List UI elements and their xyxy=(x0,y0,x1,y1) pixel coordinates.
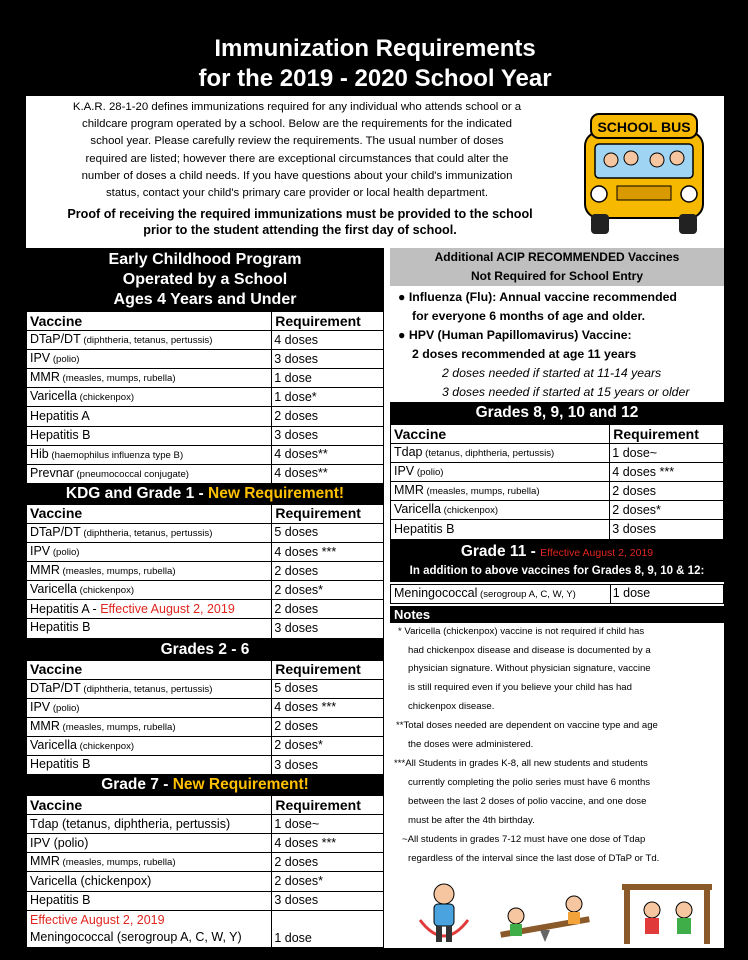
requirement-value: 3 doses xyxy=(610,520,724,539)
kids-playing-illustration xyxy=(390,880,724,946)
vaccine-detail: (chickenpox) xyxy=(77,585,135,597)
vaccine-name: Varicella xyxy=(30,582,78,597)
requirement-value: 2 doses xyxy=(272,407,384,426)
kdg-title-accent: New Requirement! xyxy=(208,484,345,502)
table-row xyxy=(27,407,384,426)
vaccine-name: Hepatitis B xyxy=(394,521,455,536)
vaccine-name: IPV (polio) xyxy=(27,834,272,853)
note-line: must be after the 4th birthday. xyxy=(408,814,535,826)
requirement-value: 3 doses xyxy=(272,755,384,774)
grade-11-table xyxy=(390,584,724,604)
requirement-value: 4 doses *** xyxy=(272,698,384,717)
flu-line: Influenza (Flu): Annual vaccine recommended xyxy=(408,290,677,304)
requirement-value: 1 dose xyxy=(272,910,384,947)
flu-item xyxy=(398,288,724,307)
kdg-section-title xyxy=(26,484,384,504)
title-line-2: for the 2019 - 2020 School Year xyxy=(198,65,552,92)
note-line: chickenpox disease. xyxy=(408,701,495,713)
note-line: ~All students in grades 7-12 must have one dose of Tdap xyxy=(402,833,646,845)
acip-title-line: Not Required for School Entry xyxy=(470,269,643,283)
vaccine-header: Vaccine xyxy=(27,660,272,679)
bus-sign-text: SCHOOL BUS xyxy=(597,119,691,135)
kdg-title-text: KDG and Grade 1 - xyxy=(65,484,209,502)
vaccine-name: Meningococcal xyxy=(394,585,478,600)
early-title-line: Ages 4 Years and Under xyxy=(113,291,297,308)
vaccine-name: IPV xyxy=(30,699,51,714)
table-row xyxy=(391,584,724,603)
table-row xyxy=(27,543,384,562)
grade-11-subtitle: In addition to above vaccines for Grades 8, 9, 10 & 12: xyxy=(409,564,705,577)
flu-line: for everyone 6 months of age and older. xyxy=(412,309,646,323)
table-row xyxy=(27,834,384,853)
table-row xyxy=(27,872,384,891)
table-header-row xyxy=(391,425,724,444)
note-line: ***All Students in grades K-8, all new students and students xyxy=(394,758,648,769)
proof-notice xyxy=(36,206,564,238)
page-title xyxy=(26,30,724,96)
table-row xyxy=(27,891,384,910)
vaccine-detail: (polio) xyxy=(50,354,80,366)
hpv-item xyxy=(398,326,724,345)
hpv-note: 2 doses needed if started at 11-14 years xyxy=(442,366,662,380)
table-row xyxy=(27,445,384,464)
vaccine-detail: (polio) xyxy=(50,702,80,714)
table-row xyxy=(391,520,724,539)
table-row xyxy=(27,523,384,542)
table-row xyxy=(27,698,384,717)
vaccine-name: Hepatitis B xyxy=(30,757,91,772)
requirement-value: 4 doses *** xyxy=(610,463,724,482)
grades-8-12-table xyxy=(390,424,724,540)
note-line: had chickenpox disease and disease is documented by a xyxy=(408,644,651,656)
requirement-value: 1 dose xyxy=(272,369,384,388)
vaccine-name: Hepatitis B xyxy=(30,620,91,635)
grades-8-12-title: Grades 8, 9, 10 and 12 xyxy=(390,402,724,424)
grades-2-6-table xyxy=(26,660,384,776)
vaccine-detail: (chickenpox) xyxy=(77,740,135,752)
table-row xyxy=(27,717,384,736)
grades-2-6-title: Grades 2 - 6 xyxy=(26,639,384,660)
vaccine-name: Hepatitis A xyxy=(30,408,90,423)
note-line: between the last 2 doses of polio vaccine, and one dose xyxy=(408,795,647,807)
table-header-row xyxy=(27,660,384,679)
requirement-header: Requirement xyxy=(272,660,384,679)
table-row xyxy=(391,463,724,482)
requirement-value: 2 doses xyxy=(272,562,384,581)
requirement-value: 4 doses *** xyxy=(272,834,384,853)
vaccine-detail: (chickenpox) xyxy=(441,505,499,517)
vaccine-name: MMR xyxy=(30,563,60,578)
table-row xyxy=(27,755,384,774)
intro-line: number of doses a child needs. If you have questions about your child's immunization xyxy=(81,169,513,182)
requirement-value: 4 doses** xyxy=(272,445,384,464)
grade-7-title xyxy=(26,775,384,795)
requirement-value: 1 dose~ xyxy=(610,444,724,463)
vaccine-detail: (measles, mumps, rubella) xyxy=(59,373,176,385)
intro-text xyxy=(30,99,564,202)
requirement-value: 2 doses* xyxy=(272,581,384,600)
vaccine-detail: (haemophilus influenza type B) xyxy=(48,449,184,461)
requirement-header: Requirement xyxy=(272,312,384,331)
vaccine-detail: (diphtheria, tetanus, pertussis) xyxy=(80,335,213,347)
requirement-value: 4 doses xyxy=(272,331,384,350)
vaccine-name: DTaP/DT xyxy=(30,332,81,347)
vaccine-name: IPV xyxy=(30,544,51,559)
requirement-value: 1 dose* xyxy=(272,388,384,407)
vaccine-header: Vaccine xyxy=(27,504,272,523)
requirement-value: 2 doses xyxy=(272,600,384,619)
requirement-value: 2 doses xyxy=(272,853,384,872)
hpv-note: 3 doses needed if started at 15 years or older xyxy=(442,385,690,399)
vaccine-detail: (diphtheria, tetanus, pertussis) xyxy=(80,527,213,539)
requirement-value: 2 doses* xyxy=(272,872,384,891)
school-bus-illustration xyxy=(571,106,719,238)
vaccine-header: Vaccine xyxy=(27,312,272,331)
vaccine-name: Tdap xyxy=(394,445,423,460)
early-childhood-table xyxy=(26,311,384,484)
table-header-row xyxy=(27,504,384,523)
grade-11-title xyxy=(390,540,724,582)
hpv-line: 2 doses recommended at age 11 years xyxy=(412,347,637,361)
intro-line: school year. Please carefully review the requirements. The usual number of doses xyxy=(90,135,504,148)
vaccine-detail: (measles, mumps, rubella) xyxy=(59,721,176,733)
vaccine-name: Tdap (tetanus, diphtheria, pertussis) xyxy=(27,815,272,834)
early-title-line: Operated by a School xyxy=(122,271,288,288)
note-line: currently completing the polio series must have 6 months xyxy=(408,776,651,788)
proof-line: prior to the student attending the first day of school. xyxy=(143,223,457,237)
flyer-page xyxy=(26,30,724,948)
notes-title: Notes xyxy=(390,606,724,623)
acip-list xyxy=(390,286,724,402)
acip-title-line: Additional ACIP RECOMMENDED Vaccines xyxy=(434,250,680,264)
table-row xyxy=(391,501,724,520)
vaccine-detail: (tetanus, diphtheria, pertussis) xyxy=(422,448,555,460)
requirement-value: 3 doses xyxy=(272,891,384,910)
notes-body xyxy=(390,623,724,869)
note-line: is still required even if you believe your child has had xyxy=(408,682,632,694)
proof-line: Proof of receiving the required immunizations must be provided to the school xyxy=(67,207,533,221)
intro-line: childcare program operated by a school. Below are the requirements for the indicated xyxy=(82,118,512,131)
note-line: regardless of the interval since the last dose of DTaP or Td. xyxy=(408,852,660,864)
vaccine-detail: (polio) xyxy=(414,467,444,479)
title-line-1: Immunization Requirements xyxy=(214,35,536,62)
vaccine-name: Hepatitis B xyxy=(30,427,91,442)
left-column xyxy=(26,248,384,948)
requirement-header: Requirement xyxy=(272,504,384,523)
vaccine-name: MMR xyxy=(30,854,60,869)
bullet-icon: ● xyxy=(398,328,406,342)
vaccine-name: Varicella xyxy=(30,737,78,752)
intro-line: status, contact your child's primary care provider or local health department. xyxy=(105,187,489,200)
early-title-line: Early Childhood Program xyxy=(108,251,302,268)
intro-line: required are listed; however there are exceptional circumstances that could alter the xyxy=(85,152,509,165)
grade-11-title-text: Grade 11 - xyxy=(460,542,541,560)
table-row xyxy=(27,853,384,872)
table-header-row xyxy=(27,796,384,815)
requirement-header: Requirement xyxy=(610,425,724,444)
requirement-value: 4 doses *** xyxy=(272,543,384,562)
grade-11-title-accent: Effective August 2, 2019 xyxy=(540,546,654,559)
effective-date-note: Effective August 2, 2019 xyxy=(30,912,165,927)
requirement-value: 3 doses xyxy=(272,619,384,638)
requirement-header: Requirement xyxy=(272,796,384,815)
note-line: physician signature. Without physician signature, vaccine xyxy=(408,663,651,675)
vaccine-detail: (chickenpox) xyxy=(77,392,135,404)
table-row xyxy=(391,482,724,501)
vaccine-name: DTaP/DT xyxy=(30,524,81,539)
requirement-value: 1 dose xyxy=(610,584,723,603)
requirement-value: 3 doses xyxy=(272,350,384,369)
kdg-table xyxy=(26,504,384,639)
vaccine-detail: (serogroup A, C, W, Y) xyxy=(477,588,576,600)
table-row xyxy=(27,426,384,445)
table-row xyxy=(27,331,384,350)
table-header-row xyxy=(27,312,384,331)
table-row xyxy=(27,600,384,619)
intro-line: K.A.R. 28-1-20 defines immunizations required for any individual who attends school or a xyxy=(72,101,522,113)
table-row xyxy=(27,910,384,947)
vaccine-name: Varicella xyxy=(30,389,78,404)
requirement-value: 2 doses* xyxy=(610,501,724,520)
note-line: **Total doses needed are dependent on vaccine type and age xyxy=(396,720,658,732)
requirement-value: 2 doses* xyxy=(272,736,384,755)
vaccine-name: Prevnar xyxy=(30,465,74,480)
table-row xyxy=(27,388,384,407)
vaccine-detail: (measles, mumps, rubella) xyxy=(423,486,540,498)
table-row xyxy=(27,619,384,638)
vaccine-name: IPV xyxy=(30,351,51,366)
requirement-value: 4 doses** xyxy=(272,464,384,483)
grade-7-title-text: Grade 7 - xyxy=(101,776,173,794)
vaccine-name: Hepatitis A - xyxy=(30,601,101,616)
table-row xyxy=(27,815,384,834)
vaccine-detail: (polio) xyxy=(50,547,80,559)
vaccine-name: Hib xyxy=(30,446,49,461)
table-row xyxy=(391,444,724,463)
vaccine-name: Hepatitis B xyxy=(27,891,272,910)
table-row xyxy=(27,736,384,755)
table-row xyxy=(27,581,384,600)
table-row xyxy=(27,369,384,388)
note-line: * Varicella (chickenpox) vaccine is not required if child has xyxy=(398,625,645,637)
effective-date-note: Effective August 2, 2019 xyxy=(100,601,235,616)
requirement-value: 2 doses xyxy=(272,717,384,736)
hpv-line: HPV (Human Papillomavirus) Vaccine: xyxy=(408,328,632,342)
vaccine-name: MMR xyxy=(30,718,60,733)
early-childhood-title xyxy=(26,248,384,311)
grade-7-title-accent: New Requirement! xyxy=(172,776,309,794)
grade-7-table xyxy=(26,795,384,948)
table-row xyxy=(27,350,384,369)
vaccine-name: Varicella xyxy=(394,502,442,517)
requirement-value: 1 dose~ xyxy=(272,815,384,834)
vaccine-name: IPV xyxy=(394,464,415,479)
requirement-value: 5 doses xyxy=(272,679,384,698)
vaccine-header: Vaccine xyxy=(391,425,610,444)
table-row xyxy=(27,562,384,581)
table-row xyxy=(27,679,384,698)
table-row xyxy=(27,464,384,483)
vaccine-detail: (measles, mumps, rubella) xyxy=(59,566,176,578)
vaccine-name: Meningococcal (serogroup A, C, W, Y) xyxy=(30,929,242,944)
vaccine-name: Varicella (chickenpox) xyxy=(27,872,272,891)
bullet-icon: ● xyxy=(398,290,406,304)
note-line: the doses were administered. xyxy=(408,739,534,751)
vaccine-detail: (pneumococcal conjugate) xyxy=(73,468,189,480)
requirement-value: 2 doses xyxy=(610,482,724,501)
vaccine-name: DTaP/DT xyxy=(30,680,81,695)
vaccine-name: MMR xyxy=(30,370,60,385)
vaccine-detail: (measles, mumps, rubella) xyxy=(59,857,176,869)
acip-title xyxy=(390,248,724,286)
requirement-value: 5 doses xyxy=(272,523,384,542)
requirement-value: 3 doses xyxy=(272,426,384,445)
vaccine-name: MMR xyxy=(394,483,424,498)
vaccine-detail: (diphtheria, tetanus, pertussis) xyxy=(80,683,213,695)
vaccine-header: Vaccine xyxy=(27,796,272,815)
right-column xyxy=(390,248,724,868)
